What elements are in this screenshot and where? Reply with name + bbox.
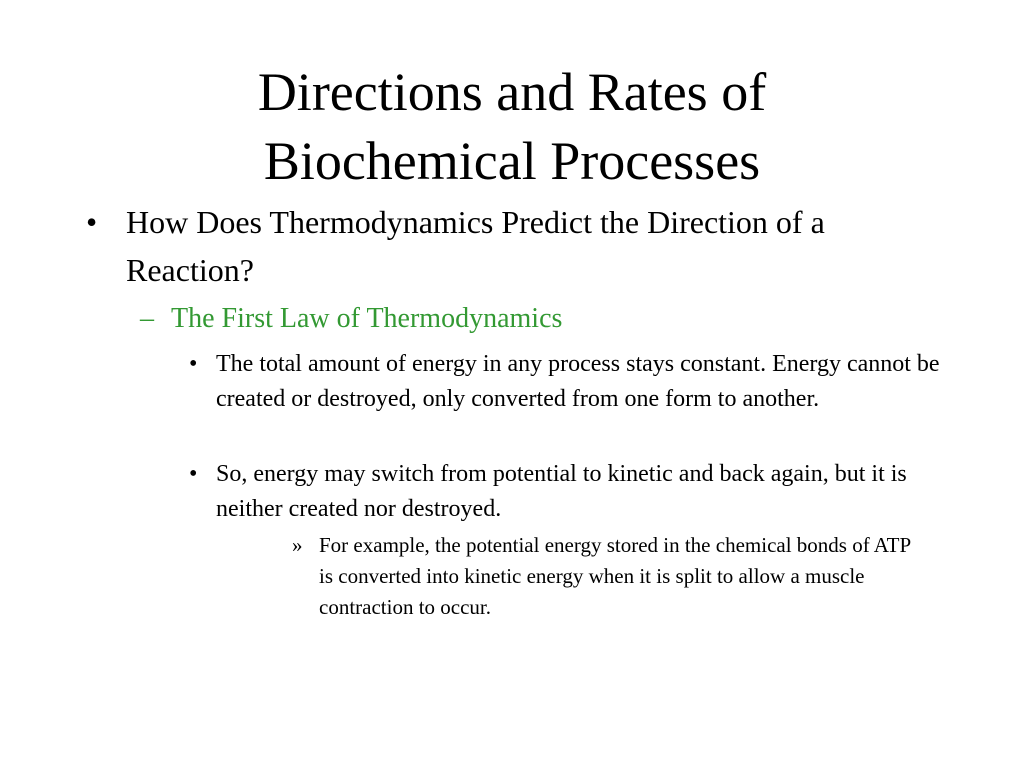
slide-title-line-2: Biochemical Processes [263,131,761,191]
bullet-text: How Does Thermodynamics Predict the Direction of a Reaction? [126,204,825,288]
bullet-level-3 [189,457,959,527]
bullet-marker: • [189,461,198,487]
bullet-marker: – [140,303,154,334]
slide-title-line-1: Directions and Rates of [257,62,767,122]
bullet-text: For example, the potential energy stored in the chemical bonds of ATP is converted into kinetic energy when it is split to allow a muscle contraction to occur. [319,533,911,619]
bullet-level-1 [86,198,936,294]
bullet-text: So, energy may switch from potential to kinetic and back again, but it is neither created nor destroyed. [216,461,907,522]
bullet-text: The First Law of Thermodynamics [171,303,563,334]
bullet-level-2 [140,299,900,339]
slide-title [0,58,1024,196]
bullet-marker: • [189,351,198,377]
bullet-text: The total amount of energy in any process stays constant. Energy cannot be created or destroyed, only converted from one form to another. [216,351,940,412]
bullet-marker: • [86,204,98,240]
bullet-level-3 [189,347,959,417]
bullet-level-4 [292,530,912,623]
bullet-marker: » [292,533,303,557]
